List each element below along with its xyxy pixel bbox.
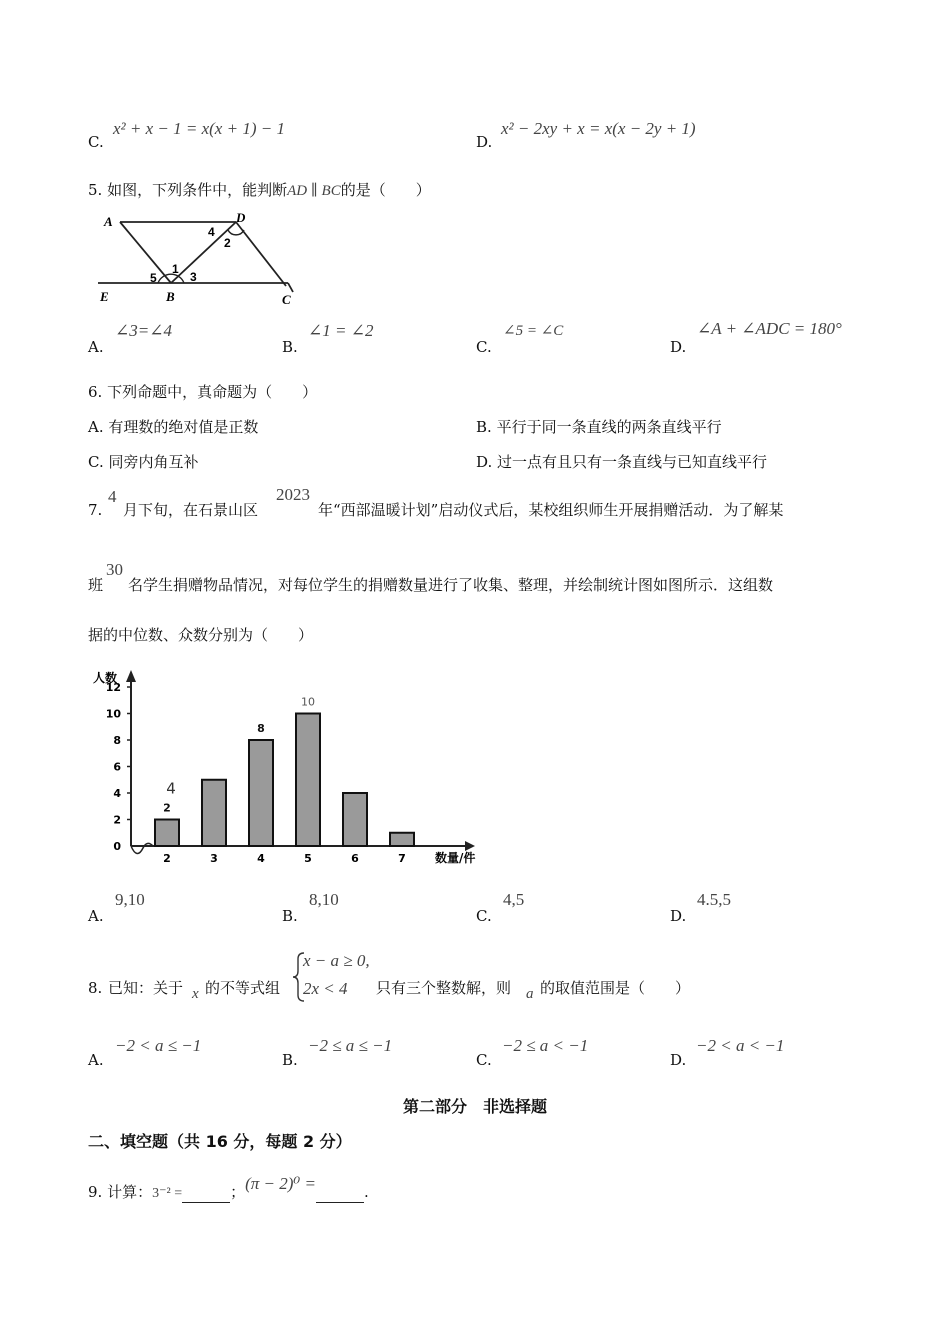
part2-heading: 第二部分 非选择题 (402, 1097, 547, 1116)
x-axis-label: 数量/件 (435, 851, 476, 865)
x-tick-label: 7 (398, 852, 406, 865)
x-tick-label: 4 (257, 852, 265, 865)
q6-option-c (88, 453, 199, 471)
q6-option-a-label: A. (88, 418, 104, 436)
q5-label-a: A (104, 214, 113, 229)
q4-option-c-math: x² + x − 1 = x(x + 1) − 1 (113, 119, 285, 138)
q5-angle-5: 5 (150, 271, 157, 285)
axis-break (131, 843, 153, 853)
data-label: 8 (257, 722, 265, 735)
q4-option-d-math: x² − 2xy + x = x(x − 2y + 1) (501, 119, 696, 138)
q5-angle-2: 2 (224, 236, 231, 250)
q7-text1: 月下旬，在石景山区 (123, 501, 259, 519)
x-tick-label: 6 (351, 852, 359, 865)
q6-option-b-label: B. (476, 418, 492, 436)
q6-option-d-text: 过一点有且只有一条直线与已知直线平行 (497, 453, 768, 471)
q5-label-b: B (166, 289, 175, 304)
q7-n-year: 2023 (276, 485, 310, 504)
y-axis-label: 人数 (93, 671, 118, 685)
q5-label-d: D (236, 210, 246, 225)
bar (202, 780, 226, 846)
q7-option-b-label: B. (282, 907, 298, 925)
q8-option-c-label: C. (476, 1051, 492, 1069)
q7-number: 7. (88, 501, 103, 519)
q6-option-b (476, 418, 722, 436)
q8-ineq2: 2x < 4 (303, 979, 348, 998)
q6-option-c-text: 同旁内角互补 (108, 453, 199, 471)
y-tick-label: 0 (113, 840, 121, 853)
q6-stem (88, 383, 317, 401)
q5-label-e: E (100, 289, 109, 304)
q5-stem-pre: 如图，下列条件中，能判断 (107, 181, 288, 199)
x-tick-label: 3 (210, 852, 218, 865)
q5-angle-4: 4 (208, 225, 215, 239)
data-label: 2 (163, 801, 171, 815)
q7-option-a-label: A. (88, 907, 104, 925)
q8-var-x: x (192, 986, 199, 1002)
q7-option-c-label: C. (476, 907, 492, 925)
q7-text5: 据的中位数、众数分别为（ ） (88, 626, 314, 644)
q8-option-d-math: −2 < a < −1 (696, 1036, 785, 1055)
q9-text: 计算： (107, 1183, 153, 1201)
q7-option-c-math: 4,5 (503, 890, 525, 909)
q4-option-d-label: D. (476, 133, 493, 151)
q9-separator: ； (230, 1183, 246, 1201)
q4-option-c-label: C. (88, 133, 104, 151)
q5-option-d-label: D. (670, 338, 687, 356)
q7-option-d-math: 4.5,5 (697, 890, 731, 909)
bar (390, 833, 414, 846)
q6-number: 6. (88, 383, 103, 401)
q8-stem-end: 的取值范围是（ ） (540, 979, 691, 997)
y-tick-label: 10 (105, 707, 121, 721)
q5-stem-math: AD ∥ BC (287, 183, 341, 199)
q6-option-a (88, 418, 258, 436)
data-label: 10 (301, 695, 315, 709)
q7-n-students: 30 (106, 560, 123, 579)
q7-option-d-label: D. (670, 907, 687, 925)
q7-text2: 年“西部温暖计划”启动仪式后，某校组织师生开展捐赠活动．为了解某 (318, 501, 784, 519)
q8-option-a-label: A. (88, 1051, 104, 1069)
q8-option-d-label: D. (670, 1051, 687, 1069)
q6-option-b-text: 平行于同一条直线的两条直线平行 (496, 418, 722, 436)
q5-option-c-label: C. (476, 338, 492, 356)
q5-angle-3: 3 (190, 270, 197, 284)
q9-blank-2[interactable] (316, 1188, 364, 1203)
bar (155, 820, 179, 847)
q5-option-d-math: ∠A + ∠ADC = 180° (697, 319, 842, 338)
q9-expr2: (π − 2)⁰ = (245, 1174, 316, 1193)
q9-expr1: 3⁻² = (152, 1186, 183, 1201)
bar (343, 793, 367, 846)
q8-stem-pre: 已知：关于 (108, 979, 184, 997)
bar (249, 740, 273, 846)
x-axis-arrow (465, 841, 475, 851)
y-tick-label: 12 (105, 681, 121, 694)
q5-option-c-math: ∠5 = ∠C (503, 323, 564, 339)
q8-var-a: a (526, 986, 534, 1002)
x-tick-label: 2 (163, 852, 171, 865)
q7-option-b-math: 8,10 (309, 890, 339, 909)
q8-ineq1: x − a ≥ 0, (303, 951, 370, 970)
q5-stem-post: 的是（ ） (340, 181, 431, 199)
q5-label-c: C (282, 292, 291, 307)
q8-stem-mid: 的不等式组 (205, 979, 281, 997)
handwritten-note: 4 (166, 779, 176, 798)
q8-option-c-math: −2 ≤ a < −1 (502, 1036, 589, 1055)
q5-number: 5. (88, 181, 103, 199)
q5-option-b-math: ∠1 = ∠2 (308, 321, 374, 340)
q8-option-b-math: −2 ≤ a ≤ −1 (308, 1036, 393, 1055)
q9-blank-1[interactable] (182, 1188, 230, 1203)
q9-end: . (363, 1183, 369, 1201)
q9-number: 9. (88, 1183, 103, 1201)
q6-option-a-text: 有理数的绝对值是正数 (108, 418, 259, 436)
y-tick-label: 2 (113, 813, 121, 827)
y-tick-label: 6 (113, 760, 121, 774)
x-tick-label: 5 (304, 852, 312, 865)
y-tick-label: 8 (113, 734, 121, 747)
q9-line (88, 1174, 369, 1203)
q5-option-a-label: A. (88, 338, 104, 356)
y-tick-label: 4 (113, 787, 121, 800)
q6-stem-text: 下列命题中，真命题为（ ） (107, 383, 318, 401)
q8-option-b-label: B. (282, 1051, 298, 1069)
q5-option-b-label: B. (282, 338, 298, 356)
y-axis-arrow (126, 670, 136, 682)
q6-option-d-label: D. (476, 453, 493, 471)
q8-number: 8. (88, 979, 103, 997)
bar (296, 714, 320, 847)
q6-option-d (476, 453, 767, 471)
q5-stem (88, 181, 431, 200)
q7-n-month: 4 (108, 487, 117, 506)
q5-angle-1: 1 (172, 262, 179, 276)
q5-option-a-math: ∠3=∠4 (115, 321, 172, 340)
section-fill-in-heading: 二、填空题（共 16 分，每题 2 分） (88, 1132, 352, 1151)
q6-option-c-label: C. (88, 453, 104, 471)
q7-text4: 名学生捐赠物品情况，对每位学生的捐赠数量进行了收集、整理，并绘制统计图如图所示．这组数 (128, 576, 774, 594)
q5-figure (88, 208, 318, 310)
q7-bar-chart (85, 660, 485, 872)
q7-option-a-math: 9,10 (115, 890, 145, 909)
q8-option-a-math: −2 < a ≤ −1 (115, 1036, 202, 1055)
q7-text3: 班 (88, 576, 104, 594)
q8-stem-post: 只有三个整数解，则 (376, 979, 512, 997)
